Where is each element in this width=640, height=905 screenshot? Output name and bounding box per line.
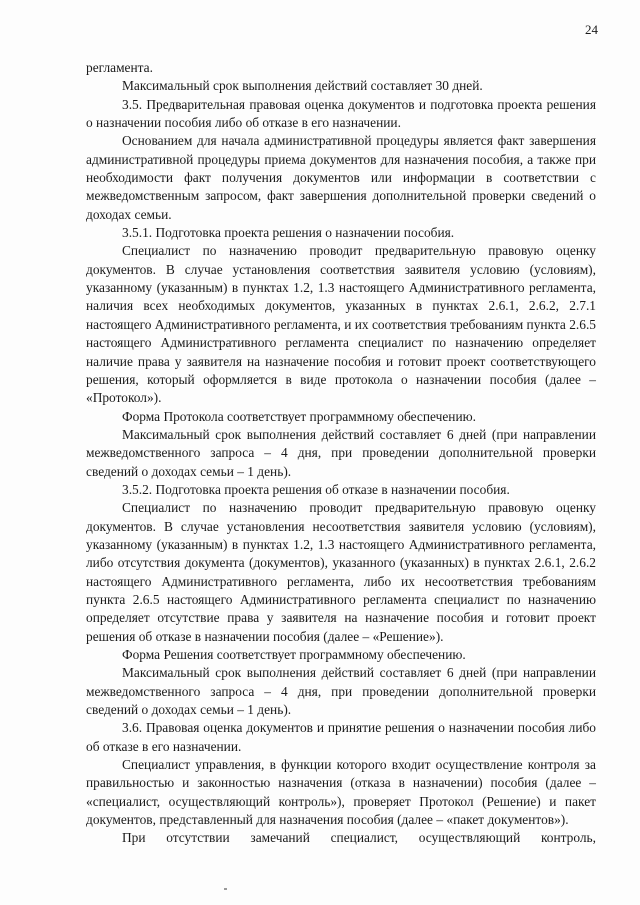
section-heading-3-6: 3.6. Правовая оценка документов и принятие решения о назначении пособия либо об отказе в его назначении. [86,720,596,754]
page-number: 24 [585,22,598,37]
paragraph: Основанием для начала административной процедуры является факт завершения административной процедуры приема документов для назначения пособия, а также при необходимости факт получения документов или информации в соответствии с межведомственным запросом, факт завершения дополнительной проверки сведений о доходах семьи. [86,133,596,222]
paragraph: Максимальный срок выполнения действий составляет 30 дней. [122,78,483,94]
paragraph: Максимальный срок выполнения действий составляет 6 дней (при направлении межведомственного запроса – 4 дня, при проведении дополнительной проверки сведений о доходах семьи – 1 день). [86,665,596,718]
paragraph: Специалист по назначению проводит предварительную правовую оценку документов. В случае установления несоответствия заявителя условию (условиям), указанному (указанным) в пунктах 1.2, 1.3 настоящего Административного регламента, либо отсутствия документа (документов), указанного (указанных) в пунктах 2.6.1, 2.6.2 настоящего Административного регламента, либо их несоответствия требованиям пункта 2.6.5 настоящего Административного регламента специалист по назначению определяет отсутствие права у заявителя на назначение пособия и готовит проект решения об отказе в назначении пособия (далее – «Решение»). [86,500,596,644]
paragraph: При отсутствии замечаний специалист, осуществляющий контроль, [122,830,596,846]
paragraph: Форма Решения соответствует программному обеспечению. [122,647,466,662]
scan-dot [224,888,227,890]
paragraph: Специалист управления, в функции которого входит осуществление контроля за правильностью и законностью назначения (отказа в назначении) пособия (далее – «специалист, осуществляющий контроль»), проверяет Протокол (Решение) и пакет документов, представленный для назначения пособия (далее – «пакет документов»). [86,757,596,828]
section-heading-3-5: 3.5. Предварительная правовая оценка документов и подготовка проекта решения о назначении пособия либо об отказе в его назначении. [86,96,596,131]
paragraph: Специалист по назначению проводит предварительную правовую оценку документов. В случае установления соответствия заявителя условию (условиям), указанному (указанным) в пунктах 1.2, 1.3 настоящего Административного регламента, наличия всех необходимых документов, указанных в пунктах 2.6.1, 2.6.2, 2.7.1 настоящего Административного регламента, и их соответствия требованиям пункта 2.6.5 настоящего Административного регламента специалист по назначению определяет наличие права у заявителя на назначение пособия и готовит проект соответствующего решения, который оформляется в виде протокола о назначении пособия (далее – «Протокол»). [86,243,596,406]
section-heading-3-5-2: 3.5.2. Подготовка проекта решения об отказе в назначении пособия. [122,481,510,497]
paragraph: регламента. [86,60,153,75]
paragraph: Форма Протокола соответствует программному обеспечению. [122,408,476,424]
section-heading-3-5-1: 3.5.1. Подготовка проекта решения о назначении пособия. [122,225,455,241]
document-body [86,59,596,848]
paragraph: Максимальный срок выполнения действий составляет 6 дней (при направлении межведомственного запроса – 4 дня, при проведении дополнительной проверки сведений о доходах семьи – 1 день). [86,426,596,479]
